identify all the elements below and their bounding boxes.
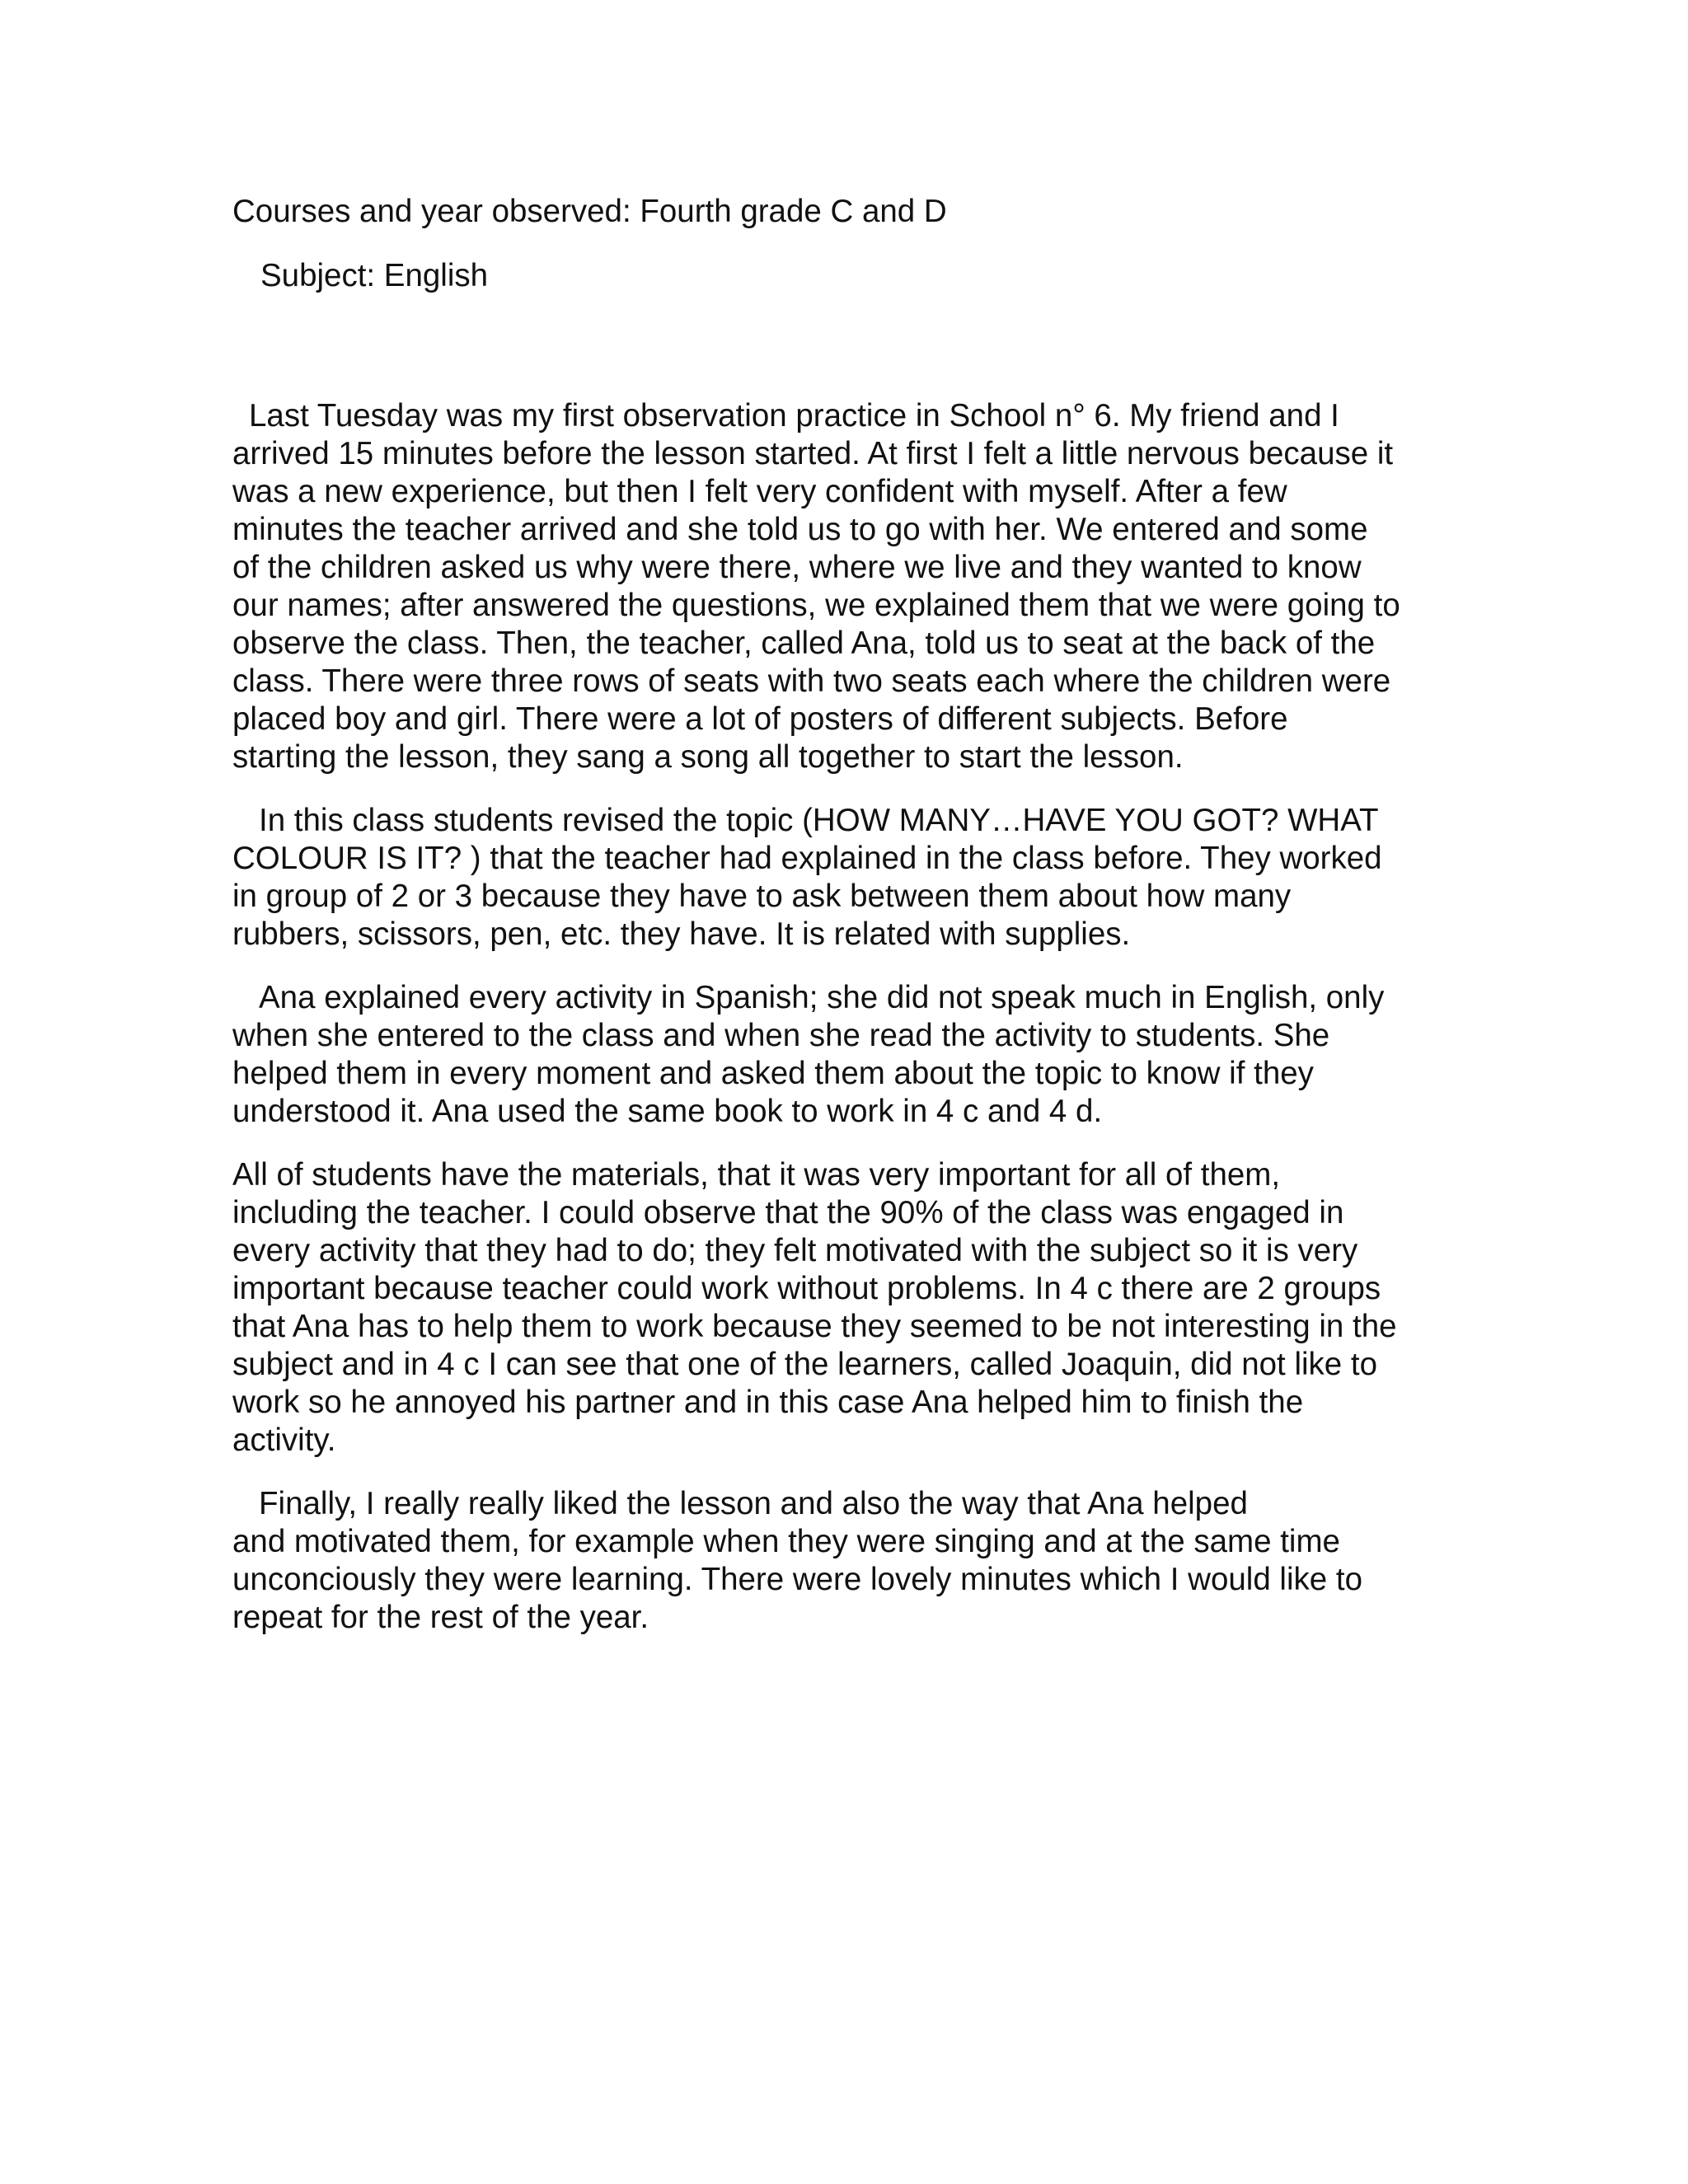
paragraph-line: class. There were three rows of seats with two seats each where the children were <box>232 663 1391 699</box>
paragraph-teacher-language <box>232 979 1469 1131</box>
paragraph-line: rubbers, scissors, pen, etc. they have. It is related with supplies. <box>232 916 1131 952</box>
paragraph-line: placed boy and girl. There were a lot of posters of different subjects. Before <box>232 701 1288 737</box>
paragraph-line: in group of 2 or 3 because they have to ask between them about how many <box>232 879 1292 914</box>
paragraph-line: every activity that they had to do; they felt motivated with the subject so it is very <box>232 1233 1358 1268</box>
paragraph-line: arrived 15 minutes before the lesson started. At first I felt a little nervous because it <box>232 436 1394 471</box>
paragraph-line: was a new experience, but then I felt very confident with myself. After a few <box>232 474 1287 509</box>
paragraph-line: COLOUR IS IT? ) that the teacher had explained in the class before. They worked <box>232 841 1382 876</box>
paragraph-line: Last Tuesday was my first observation practice in School n° 6. My friend and I <box>249 398 1339 434</box>
paragraph-line: when she entered to the class and when she read the activity to students. She <box>232 1018 1330 1053</box>
paragraph-line: activity. <box>232 1422 336 1458</box>
paragraph-line: Finally, I really really liked the lesson and also the way that Ana helped <box>259 1486 1248 1521</box>
paragraph-line: Ana explained every activity in Spanish; she did not speak much in English, only <box>259 980 1385 1015</box>
paragraph-line: helped them in every moment and asked them about the topic to know if they <box>232 1056 1314 1091</box>
paragraph-student-engagement <box>232 1156 1469 1460</box>
paragraph-conclusion <box>232 1485 1469 1637</box>
paragraph-line: starting the lesson, they sang a song all together to start the lesson. <box>232 739 1184 775</box>
paragraph-line: important because teacher could work without problems. In 4 c there are 2 groups <box>232 1271 1381 1306</box>
paragraph-line: understood it. Ana used the same book to work in 4 c and 4 d. <box>232 1094 1103 1129</box>
paragraph-line: subject and in 4 c I can see that one of the learners, called Joaquin, did not like to <box>232 1347 1378 1382</box>
paragraph-line: In this class students revised the topic (HOW MANY…HAVE YOU GOT? WHAT <box>259 803 1379 838</box>
paragraph-line: minutes the teacher arrived and she told us to go with her. We entered and some <box>232 512 1368 547</box>
paragraph-line: observe the class. Then, the teacher, called Ana, told us to seat at the back of the <box>232 626 1376 661</box>
subject-heading: Subject: English <box>260 258 489 293</box>
paragraph-line: All of students have the materials, that it was very important for all of them, <box>232 1157 1281 1193</box>
paragraph-line: our names; after answered the questions, we explained them that we were going to <box>232 588 1400 623</box>
paragraph-line: and motivated them, for example when they were singing and at the same time <box>232 1524 1340 1559</box>
paragraph-line: including the teacher. I could observe that the 90% of the class was engaged in <box>232 1195 1344 1230</box>
paragraph-topic-revision <box>232 802 1469 954</box>
paragraph-line: work so he annoyed his partner and in this case Ana helped him to finish the <box>232 1385 1304 1420</box>
paragraph-observation-intro <box>232 397 1469 776</box>
courses-heading: Courses and year observed: Fourth grade C and D <box>232 194 947 229</box>
document-page <box>232 193 1469 1662</box>
paragraph-line: unconciously they were learning. There were lovely minutes which I would like to <box>232 1562 1362 1597</box>
paragraph-line: repeat for the rest of the year. <box>232 1600 649 1635</box>
paragraph-line: of the children asked us why were there, where we live and they wanted to know <box>232 550 1362 585</box>
paragraph-line: that Ana has to help them to work because they seemed to be not interesting in the <box>232 1309 1397 1344</box>
